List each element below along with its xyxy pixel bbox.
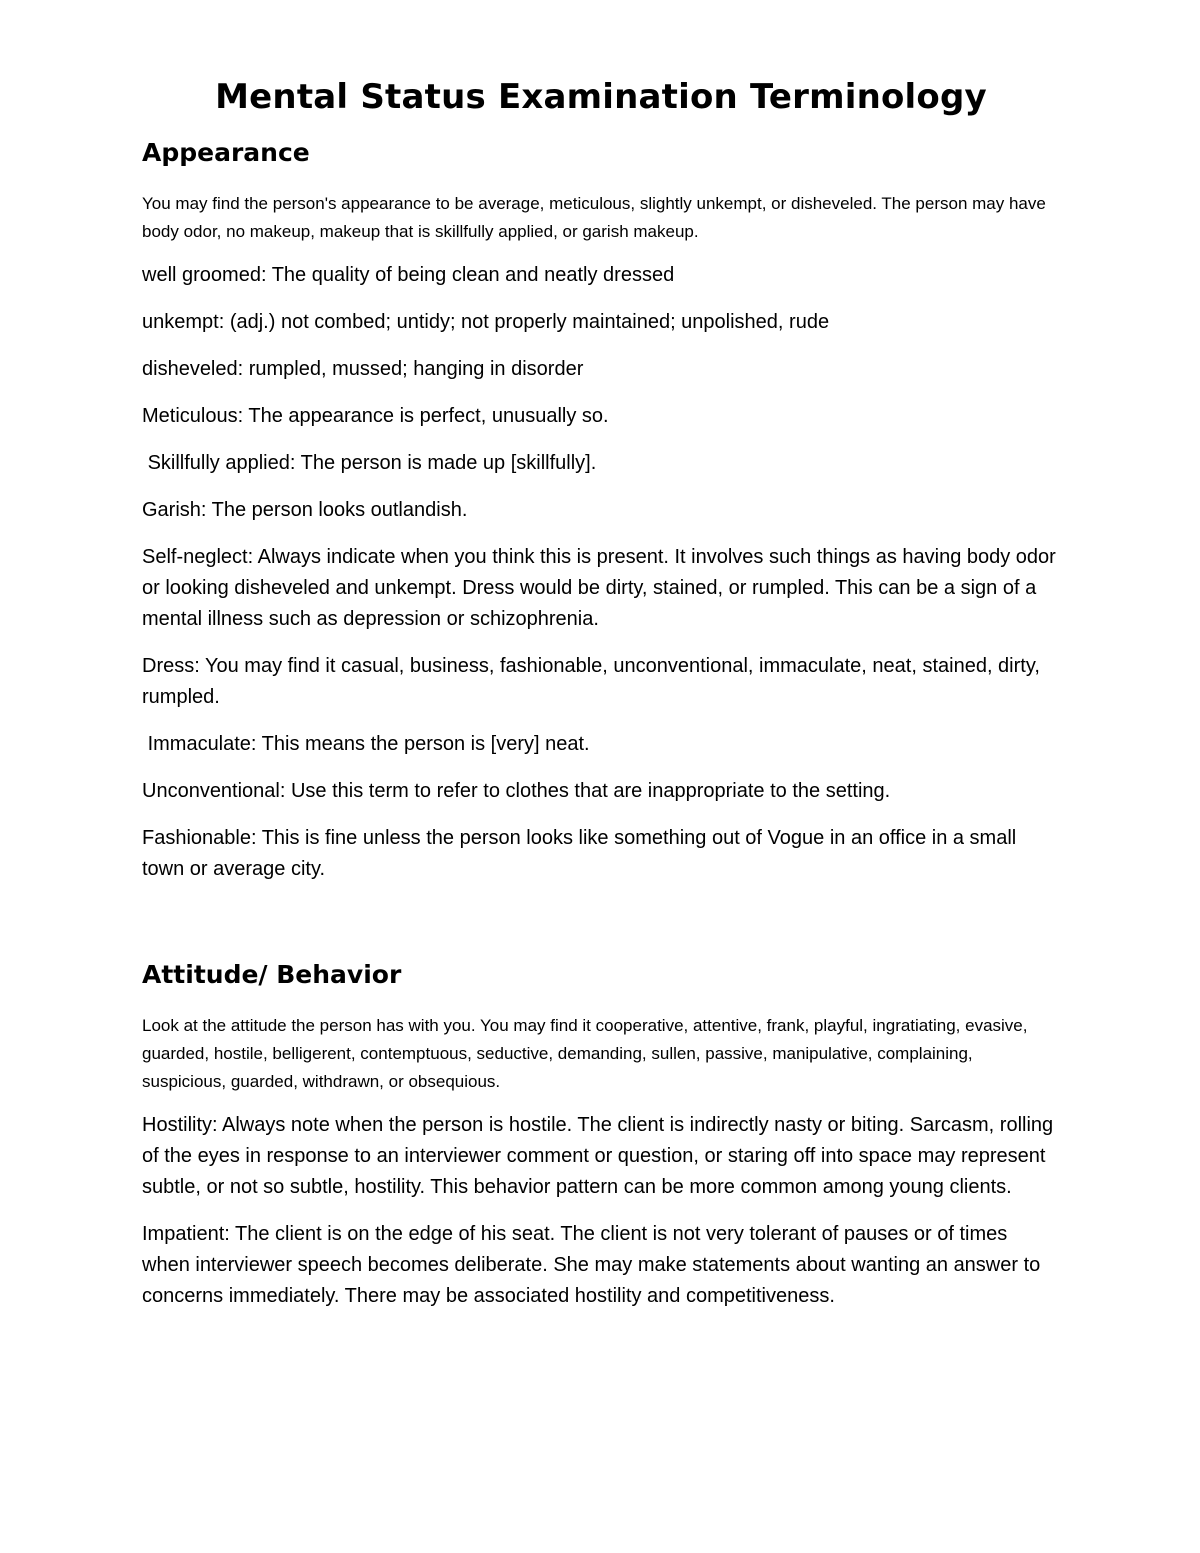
term-skillfully-applied: Skillfully applied: The person is made up [skillfully]. xyxy=(142,451,597,474)
term-disheveled: disheveled: rumpled, mussed; hanging in disorder xyxy=(142,357,584,380)
term-self-neglect: Self-neglect: Always indicate when you think this is present. It involves such things as having body odor or looking disheveled and unkempt. Dress would be dirty, stained, or rumpled. This can be a sign of a mental illness such as depression or schizophrenia. xyxy=(142,545,1056,630)
term-unconventional: Unconventional: Use this term to refer to clothes that are inappropriate to the setting. xyxy=(142,779,891,802)
term-hostility: Hostility: Always note when the person is hostile. The client is indirectly nasty or biting. Sarcasm, rolling of the eyes in response to an interviewer comment or question, or staring off into space may represent subtle, or not so subtle, hostility. This behavior pattern can be more common among young clients. xyxy=(142,1114,1054,1198)
attitude-behavior-section xyxy=(142,959,1060,1312)
section-heading-appearance: Appearance xyxy=(142,137,310,167)
term-well-groomed: well groomed: The quality of being clean and neatly dressed xyxy=(142,263,675,286)
term-unkempt: unkempt: (adj.) not combed; untidy; not properly maintained; unpolished, rude xyxy=(142,310,830,333)
term-meticulous: Meticulous: The appearance is perfect, unusually so. xyxy=(142,404,609,427)
section-spacer xyxy=(142,901,1060,959)
appearance-intro: You may find the person's appearance to be average, meticulous, slightly unkempt, or disheveled. The person may have body odor, no makeup, makeup that is skillfully applied, or garish makeup. xyxy=(142,193,1046,241)
attitude-intro: Look at the attitude the person has with you. You may find it cooperative, attentive, frank, playful, ingratiating, evasive, guarded, hostile, belligerent, contemptuous, seductive, demanding, sullen, passive, manipulative, complaining, suspicious, guarded, withdrawn, or obsequious. xyxy=(142,1016,1028,1091)
term-fashionable: Fashionable: This is fine unless the person looks like something out of Vogue in an office in a small town or average city. xyxy=(142,826,1017,880)
term-garish: Garish: The person looks outlandish. xyxy=(142,498,468,521)
appearance-section xyxy=(142,137,1060,885)
term-impatient: Impatient: The client is on the edge of his seat. The client is not very tolerant of pauses or of times when interviewer speech becomes deliberate. She may make statements about wanting an answer to concerns immediately. There may be associated hostility and competitiveness. xyxy=(142,1223,1041,1307)
section-heading-attitude-behavior: Attitude/ Behavior xyxy=(142,959,402,989)
term-dress: Dress: You may find it casual, business, fashionable, unconventional, immaculate, neat, stained, dirty, rumpled. xyxy=(142,654,1040,708)
document-title: Mental Status Examination Terminology xyxy=(215,77,987,117)
term-immaculate: Immaculate: This means the person is [very] neat. xyxy=(142,732,590,755)
